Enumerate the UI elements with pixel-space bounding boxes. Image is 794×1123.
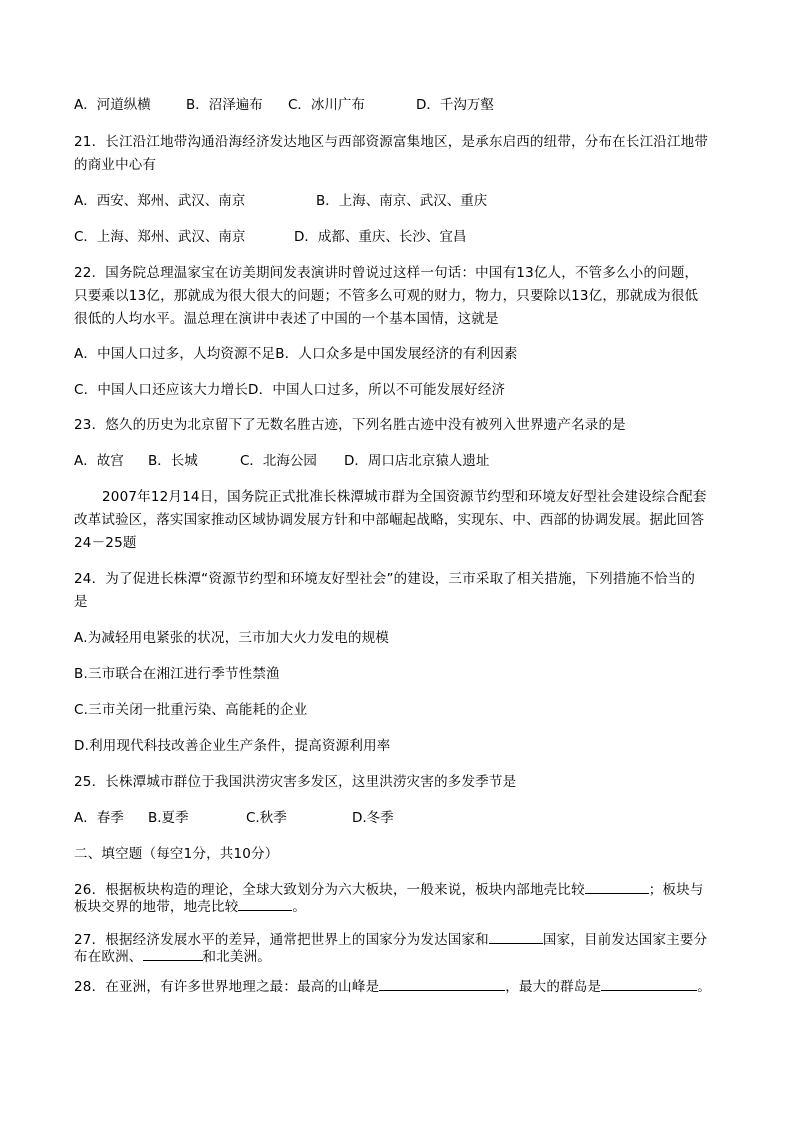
q23-option-d: D．周口店北京猿人遗址 <box>344 453 490 469</box>
q24-stem-line2: 是 <box>74 594 88 610</box>
section-heading-fill-in: 二、填空题（每空1分，共10分） <box>74 846 279 862</box>
q25-option-b: B.夏季 <box>148 810 189 826</box>
q27-text-1: 27．根据经济发展水平的差异，通常把世界上的国家分为发达国家和 <box>74 932 489 948</box>
q28-line <box>74 976 711 996</box>
q25-option-c: C.秋季 <box>246 810 287 826</box>
q26-text-4: 。 <box>292 899 307 915</box>
q27-text-3: 布在欧洲、 <box>74 949 143 965</box>
q26-blank-2[interactable] <box>238 896 292 911</box>
q23-option-a: A．故宫 <box>74 453 124 469</box>
q22-stem-line1: 22．国务院总理温家宝在访美期间发表演讲时曾说过这样一句话：中国有13亿人，不管多么小的问题， <box>74 265 699 281</box>
q28-blank-2[interactable] <box>601 976 697 991</box>
q24-option-d: D.利用现代科技改善企业生产条件，提高资源利用率 <box>74 738 391 754</box>
q25-option-a: A．春季 <box>74 810 124 826</box>
q27-text-4: 和北美洲。 <box>202 949 271 965</box>
q20-option-b: B．沼泽遍布 <box>186 97 263 113</box>
q24-option-c: C.三市关闭一批重污染、高能耗的企业 <box>74 702 308 718</box>
q22-options-line1: A．中国人口过多，人均资源不足B．人口众多是中国发展经济的有利因素 <box>74 346 518 362</box>
q26-line2 <box>74 896 306 916</box>
q22-options-line2: C．中国人口还应该大力增长D．中国人口过多，所以不可能发展好经济 <box>74 382 506 398</box>
q26-text-2: ；板块与 <box>648 882 704 898</box>
q27-line2 <box>74 946 271 966</box>
q25-stem: 25．长株潭城市群位于我国洪涝灾害多发区，这里洪涝灾害的多发季节是 <box>74 774 517 790</box>
passage-line3: 24－25题 <box>74 535 137 551</box>
q27-blank-1[interactable] <box>489 929 543 944</box>
q21-option-d: D．成都、重庆、长沙、宜昌 <box>294 229 467 245</box>
q21-option-b: B．上海、南京、武汉、重庆 <box>316 193 488 209</box>
q21-stem-line1: 21．长江沿江地带沟通沿海经济发达地区与西部资源富集地区，是承东启西的纽带，分布在长江沿江地带 <box>74 134 709 150</box>
q26-text-3: 板块交界的地带，地壳比较 <box>74 899 239 915</box>
passage-line1: 2007年12月14日，国务院正式批准长株潭城市群为全国资源节约型和环境友好型社会建设综合配套 <box>102 489 707 505</box>
q23-stem: 23．悠久的历史为北京留下了无数名胜古迹，下列名胜古迹中没有被列入世界遗产名录的是 <box>74 417 626 433</box>
q28-text-1: 28．在亚洲，有许多世界地理之最：最高的山峰是 <box>74 979 380 995</box>
q28-text-3: 。 <box>697 979 711 995</box>
q24-option-b: B.三市联合在湘江进行季节性禁渔 <box>74 666 280 682</box>
q22-stem-line2: 只要乘以13亿，那就成为很大很大的问题；不管多么可观的财力，物力，只要除以13亿，那就成为很低 <box>74 288 699 304</box>
q24-stem-line1: 24．为了促进长株潭“资源节约型和环境友好型社会”的建设，三市采取了相关措施，下列措施不恰当的 <box>74 571 696 587</box>
q21-stem-line2: 的商业中心有 <box>74 157 157 173</box>
q20-option-c: C．冰川广布 <box>288 97 365 113</box>
q28-blank-1[interactable] <box>379 976 505 991</box>
q28-text-2: ，最大的群岛是 <box>505 979 602 995</box>
passage-line2: 改革试验区，落实国家推动区域协调发展方针和中部崛起战略，实现东、中、西部的协调发展。据此回答 <box>74 512 705 528</box>
q20-option-a: A．河道纵横 <box>74 97 151 113</box>
q23-option-c: C．北海公园 <box>240 453 317 469</box>
q22-stem-line3: 很低的人均水平。温总理在演讲中表述了中国的一个基本国情，这就是 <box>74 311 499 327</box>
q21-option-a: A．西安、郑州、武汉、南京 <box>74 193 246 209</box>
q27-text-2: 国家，目前发达国家主要分 <box>542 932 708 948</box>
q26-text-1: 26．根据板块构造的理论，全球大致划分为六大板块，一般来说，板块内部地壳比较 <box>74 882 585 898</box>
q27-blank-2[interactable] <box>143 946 203 961</box>
q26-blank-1[interactable] <box>585 879 649 894</box>
q23-option-b: B．长城 <box>148 453 198 469</box>
q25-option-d: D.冬季 <box>352 810 394 826</box>
q21-option-c: C．上海、郑州、武汉、南京 <box>74 229 246 245</box>
q24-option-a: A.为减轻用电紧张的状况，三市加大火力发电的规模 <box>74 630 390 646</box>
q20-option-d: D．千沟万壑 <box>416 97 494 113</box>
